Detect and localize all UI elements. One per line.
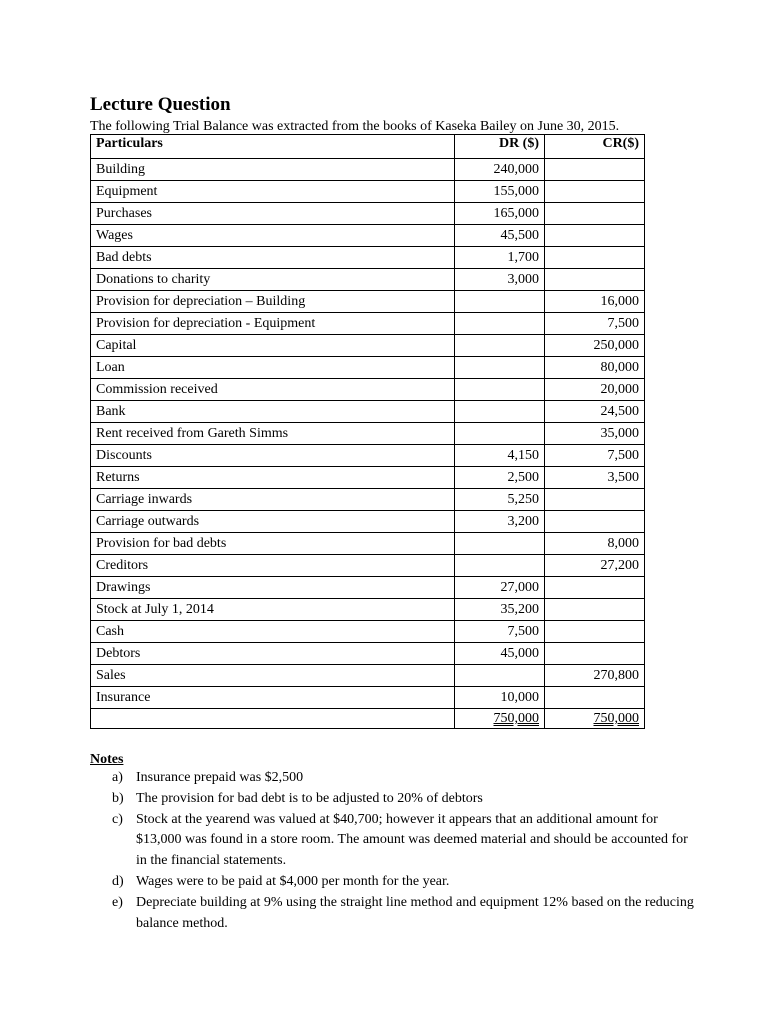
- cell-dr: 45,500: [455, 225, 545, 247]
- table-row: [91, 313, 645, 335]
- cell-particulars: Capital: [91, 335, 455, 357]
- table-row: [91, 577, 645, 599]
- cell-cr: 35,000: [545, 423, 645, 445]
- intro-text: The following Trial Balance was extracted from the books of Kaseka Bailey on June 30, 2015.: [90, 119, 620, 134]
- cell-particulars: Purchases: [91, 203, 455, 225]
- table-row: [91, 225, 645, 247]
- cell-cr: [545, 225, 645, 247]
- table-row: [91, 423, 645, 445]
- cell-particulars: Discounts: [91, 445, 455, 467]
- cell-particulars: Debtors: [91, 643, 455, 665]
- cell-dr: [455, 291, 545, 313]
- cell-dr: [455, 423, 545, 445]
- table-row: [91, 291, 645, 313]
- note-item: [108, 872, 698, 893]
- table-row: [91, 401, 645, 423]
- table-row: [91, 533, 645, 555]
- cell-particulars: Donations to charity: [91, 269, 455, 291]
- cell-particulars: Bad debts: [91, 247, 455, 269]
- total-dr: [455, 709, 545, 729]
- cell-cr: 7,500: [545, 445, 645, 467]
- cell-particulars: Drawings: [91, 577, 455, 599]
- cell-particulars: Wages: [91, 225, 455, 247]
- table-row: [91, 643, 645, 665]
- cell-cr: [545, 203, 645, 225]
- note-label: a): [112, 770, 123, 785]
- cell-cr: [545, 247, 645, 269]
- cell-particulars: Creditors: [91, 555, 455, 577]
- note-item: [108, 893, 698, 935]
- note-label: d): [112, 873, 124, 889]
- cell-cr: [545, 159, 645, 181]
- cell-dr: [455, 313, 545, 335]
- table-row: [91, 379, 645, 401]
- cell-dr: [455, 533, 545, 555]
- note-item: [108, 768, 698, 789]
- cell-dr: 5,250: [455, 489, 545, 511]
- cell-cr: 3,500: [545, 467, 645, 489]
- notes-list: [108, 768, 698, 934]
- cell-cr: 7,500: [545, 313, 645, 335]
- note-item: [108, 810, 698, 872]
- cell-particulars: Bank: [91, 401, 455, 423]
- cell-particulars: Building: [91, 159, 455, 181]
- notes-heading: Notes: [90, 752, 124, 767]
- cell-dr: 35,200: [455, 599, 545, 621]
- cell-cr: [545, 181, 645, 203]
- column-header-particulars: Particulars: [91, 135, 455, 159]
- table-row: [91, 445, 645, 467]
- cell-dr: 240,000: [455, 159, 545, 181]
- cell-dr: [455, 665, 545, 687]
- table-body: [91, 159, 645, 729]
- table-header-row: [91, 135, 645, 159]
- cell-dr: 7,500: [455, 621, 545, 643]
- table-row: [91, 665, 645, 687]
- cell-particulars: Provision for depreciation - Equipment: [91, 313, 455, 335]
- cell-dr: 3,200: [455, 511, 545, 533]
- cell-particulars: Equipment: [91, 181, 455, 203]
- cell-dr: [455, 379, 545, 401]
- cell-cr: 80,000: [545, 357, 645, 379]
- note-label: c): [112, 811, 123, 827]
- cell-cr: [545, 269, 645, 291]
- cell-cr: 16,000: [545, 291, 645, 313]
- note-label: b): [112, 790, 124, 806]
- cell-dr: 10,000: [455, 687, 545, 709]
- cell-cr: [545, 489, 645, 511]
- cell-particulars: Insurance: [91, 687, 455, 709]
- table-row: [91, 599, 645, 621]
- cell-particulars: Stock at July 1, 2014: [91, 599, 455, 621]
- cell-particulars: Commission received: [91, 379, 455, 401]
- cell-dr: [455, 401, 545, 423]
- table-row: [91, 687, 645, 709]
- table-row: [91, 621, 645, 643]
- table-row: [91, 159, 645, 181]
- trial-balance-table: [90, 134, 645, 729]
- cell-dr: 155,000: [455, 181, 545, 203]
- table-row: [91, 203, 645, 225]
- cell-particulars: Sales: [91, 665, 455, 687]
- table-row: [91, 489, 645, 511]
- note-text: Stock at the yearend was valued at $40,700; however it appears that an additional amount for $13,000 was found in a store room. The amount was deemed material and should be accounted for in the financial statements.: [136, 811, 688, 869]
- total-dr-value: 750,000: [493, 711, 539, 726]
- cell-particulars: Carriage outwards: [91, 511, 455, 533]
- table-row: [91, 181, 645, 203]
- total-cr: [545, 709, 645, 729]
- page-title: Lecture Question: [90, 94, 231, 115]
- cell-dr: 45,000: [455, 643, 545, 665]
- cell-particulars: Provision for depreciation – Building: [91, 291, 455, 313]
- cell-particulars: Cash: [91, 621, 455, 643]
- cell-particulars: Carriage inwards: [91, 489, 455, 511]
- note-text: Wages were to be paid at $4,000 per month for the year.: [136, 873, 450, 889]
- cell-cr: 270,800: [545, 665, 645, 687]
- table-row: [91, 247, 645, 269]
- cell-dr: 4,150: [455, 445, 545, 467]
- cell-dr: 2,500: [455, 467, 545, 489]
- cell-cr: [545, 643, 645, 665]
- note-text: The provision for bad debt is to be adjusted to 20% of debtors: [136, 790, 483, 806]
- cell-dr: 1,700: [455, 247, 545, 269]
- cell-particulars: Provision for bad debts: [91, 533, 455, 555]
- cell-cr: [545, 577, 645, 599]
- cell-dr: 165,000: [455, 203, 545, 225]
- cell-cr: [545, 687, 645, 709]
- table-row: [91, 335, 645, 357]
- cell-cr: [545, 621, 645, 643]
- total-label: [91, 709, 455, 729]
- cell-cr: [545, 511, 645, 533]
- table-row: [91, 511, 645, 533]
- cell-cr: 24,500: [545, 401, 645, 423]
- table-row: [91, 555, 645, 577]
- cell-dr: [455, 357, 545, 379]
- cell-dr: [455, 335, 545, 357]
- cell-cr: 8,000: [545, 533, 645, 555]
- cell-dr: [455, 555, 545, 577]
- table-row: [91, 357, 645, 379]
- cell-dr: 3,000: [455, 269, 545, 291]
- totals-row: [91, 709, 645, 729]
- cell-particulars: Rent received from Gareth Simms: [91, 423, 455, 445]
- note-text: Insurance prepaid was $2,500: [136, 770, 304, 785]
- note-text: Depreciate building at 9% using the straight line method and equipment 12% based on the reducing balance method.: [136, 894, 694, 931]
- column-header-cr: CR($): [545, 135, 645, 159]
- cell-particulars: Loan: [91, 357, 455, 379]
- table-row: [91, 269, 645, 291]
- table-row: [91, 467, 645, 489]
- note-label: e): [112, 894, 123, 910]
- cell-particulars: Returns: [91, 467, 455, 489]
- column-header-dr: DR ($): [455, 135, 545, 159]
- cell-cr: 250,000: [545, 335, 645, 357]
- note-item: [108, 789, 698, 810]
- cell-cr: 27,200: [545, 555, 645, 577]
- cell-cr: 20,000: [545, 379, 645, 401]
- cell-cr: [545, 599, 645, 621]
- total-cr-value: 750,000: [593, 711, 639, 726]
- cell-dr: 27,000: [455, 577, 545, 599]
